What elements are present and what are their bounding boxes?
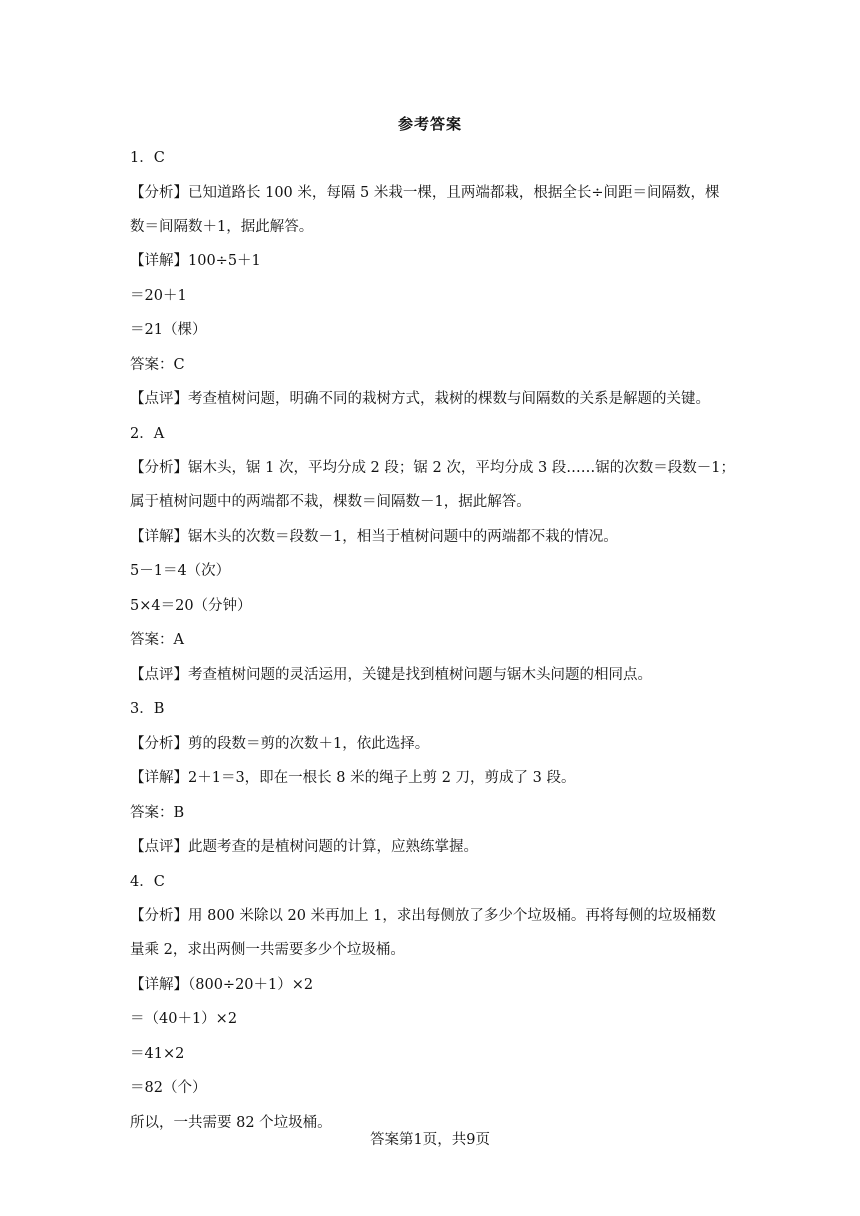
text-line: 5－1＝4（次） [130,563,231,579]
page-title: 参考答案 [397,115,462,133]
paragraph-line: 属于植树问题中的两端都不栽，棵数＝间隔数－1，据此解答。 [130,494,531,510]
text-paragraph [130,905,742,961]
text-line: 【点评】考查植树问题，明确不同的栽树方式，栽树的棵数与间隔数的关系是解题的关键。 [130,391,710,407]
answer-content [130,147,742,1146]
text-line: 答案：C [130,356,185,373]
text-line: ＝21（棵） [130,322,207,338]
text-line: 【点评】此题考查的是植树问题的计算，应熟练掌握。 [130,839,478,855]
text-line: 【详解】2＋1＝3，即在一根长 8 米的绳子上剪 2 刀，剪成了 3 段。 [130,770,576,786]
text-line: ＝41×2 [130,1045,185,1062]
text-line: 2．A [130,425,165,442]
text-line: 5×4＝20（分钟） [130,597,252,614]
paragraph-line: 量乘 2，求出两侧一共需要多少个垃圾桶。 [130,942,405,958]
text-paragraph [130,457,742,513]
text-line: ＝（40＋1）×2 [130,1011,238,1027]
text-line: 4．C [130,873,165,890]
paragraph-line: 数＝间隔数＋1，据此解答。 [130,218,314,235]
text-line: 答案：A [130,632,184,648]
text-line: 【详解】锯木头的次数＝段数－1，相当于植树问题中的两端都不栽的情况。 [130,528,618,545]
text-line: 答案：B [130,804,185,821]
text-line: 【点评】考查植树问题的灵活运用，关键是找到植树问题与锯木头问题的相同点。 [130,666,652,683]
text-line: 【分析】剪的段数＝剪的次数＋1，依此选择。 [130,735,430,752]
text-line: 1．C [130,150,165,166]
text-line: ＝20＋1 [130,287,187,304]
paragraph-line: 【分析】锯木头，锯 1 次，平均分成 2 段；锯 2 次，平均分成 3 段……锯的次数＝段数－1； [130,460,735,476]
text-line: 【详解】100÷5＋1 [130,253,261,269]
text-line: 【详解】（800÷20＋1）×2 [130,976,314,993]
text-paragraph [130,182,742,238]
paragraph-line: 【分析】用 800 米除以 20 米再加上 1，求出每侧放了多少个垃圾桶。再将每侧的垃圾桶数 [130,908,716,924]
text-line: 3．B [130,701,165,717]
page-footer: 答案第1页，共9页 [370,1132,490,1148]
text-line: ＝82（个） [130,1080,207,1096]
paragraph-line: 【分析】已知道路长 100 米，每隔 5 米栽一棵，且两端都栽，根据全长÷间距＝间隔数，棵 [130,184,720,201]
text-line: 所以，一共需要 82 个垃圾桶。 [130,1114,332,1131]
